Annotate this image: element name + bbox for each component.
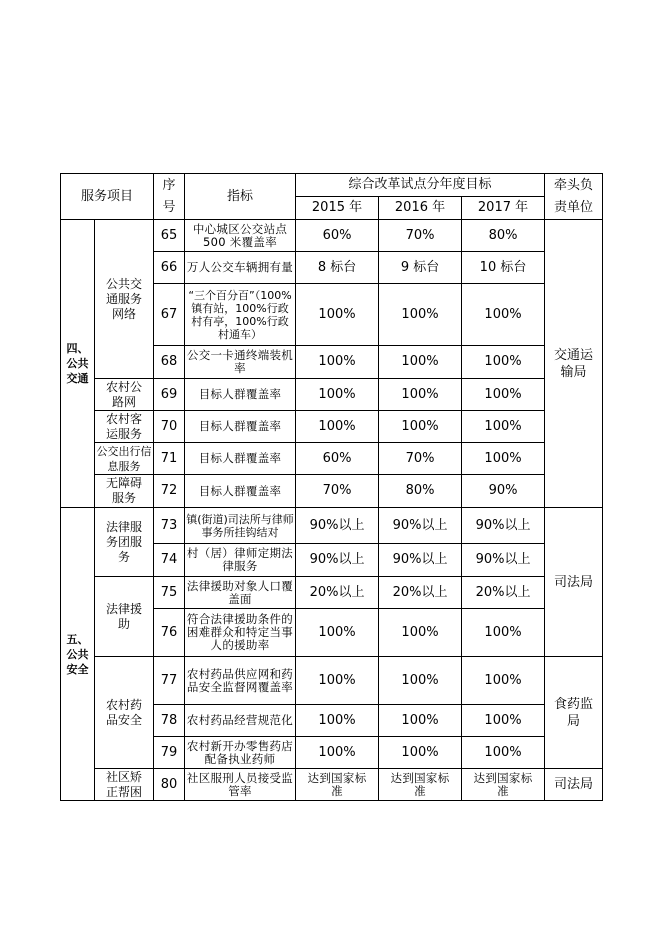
lead-unit-justice-bureau-2: 司法局 bbox=[545, 769, 603, 801]
row-indicator: “三个百分百”（100%镇有站，100%行政村有亭，100%行政村通车） bbox=[185, 284, 296, 346]
row-no: 68 bbox=[154, 346, 185, 379]
row-2016: 100% bbox=[379, 657, 462, 705]
row-2016: 9 标台 bbox=[379, 252, 462, 284]
header-year-2015: 2015 年 bbox=[296, 197, 379, 220]
subcategory-barrier-free: 无障碍服务 bbox=[95, 475, 154, 508]
row-indicator: 万人公交车辆拥有量 bbox=[185, 252, 296, 284]
row-2015: 100% bbox=[296, 737, 379, 769]
lead-unit-justice-bureau: 司法局 bbox=[545, 508, 603, 657]
row-indicator: 法律援助对象人口覆盖面 bbox=[185, 577, 296, 609]
lead-unit-transport-bureau: 交通运输局 bbox=[545, 220, 603, 508]
row-2017: 达到国家标准 bbox=[462, 769, 545, 801]
row-indicator: 目标人群覆盖率 bbox=[185, 475, 296, 508]
row-no: 72 bbox=[154, 475, 185, 508]
row-2017: 100% bbox=[462, 737, 545, 769]
row-no: 76 bbox=[154, 609, 185, 657]
row-2015: 90%以上 bbox=[296, 544, 379, 577]
row-2017: 100% bbox=[462, 346, 545, 379]
row-2016: 100% bbox=[379, 379, 462, 411]
row-2016: 达到国家标准 bbox=[379, 769, 462, 801]
row-indicator: 村（居）律师定期法律服务 bbox=[185, 544, 296, 577]
subcategory-transit-info: 公交出行信息服务 bbox=[95, 443, 154, 475]
row-2016: 90%以上 bbox=[379, 544, 462, 577]
subcategory-rural-drug: 农村药品安全 bbox=[95, 657, 154, 769]
row-indicator: 中心城区公交站点 500 米覆盖率 bbox=[185, 220, 296, 252]
row-indicator: 镇(街道)司法所与律师事务所挂钩结对 bbox=[185, 508, 296, 544]
row-indicator: 农村药品经营规范化 bbox=[185, 705, 296, 737]
row-indicator: 目标人群覆盖率 bbox=[185, 411, 296, 443]
row-2017: 90% bbox=[462, 475, 545, 508]
row-no: 74 bbox=[154, 544, 185, 577]
row-2015: 20%以上 bbox=[296, 577, 379, 609]
row-2016: 100% bbox=[379, 346, 462, 379]
row-2017: 100% bbox=[462, 411, 545, 443]
subcategory-rural-road: 农村公路网 bbox=[95, 379, 154, 411]
row-2015: 100% bbox=[296, 284, 379, 346]
row-no: 75 bbox=[154, 577, 185, 609]
subcategory-rural-passenger: 农村客运服务 bbox=[95, 411, 154, 443]
row-no: 65 bbox=[154, 220, 185, 252]
row-no: 71 bbox=[154, 443, 185, 475]
row-2016: 100% bbox=[379, 737, 462, 769]
row-2017: 100% bbox=[462, 609, 545, 657]
row-indicator: 目标人群覆盖率 bbox=[185, 443, 296, 475]
category-public-transport: 四、公共交通 bbox=[61, 220, 95, 508]
category-public-safety: 五、公共安全 bbox=[61, 508, 95, 801]
row-2017: 100% bbox=[462, 443, 545, 475]
row-indicator: 社区服刑人员接受监管率 bbox=[185, 769, 296, 801]
row-2015: 100% bbox=[296, 609, 379, 657]
row-indicator: 符合法律援助条件的困难群众和特定当事人的援助率 bbox=[185, 609, 296, 657]
row-2016: 90%以上 bbox=[379, 508, 462, 544]
row-2016: 20%以上 bbox=[379, 577, 462, 609]
row-no: 79 bbox=[154, 737, 185, 769]
row-2016: 100% bbox=[379, 411, 462, 443]
row-2017: 100% bbox=[462, 705, 545, 737]
header-year-2017: 2017 年 bbox=[462, 197, 545, 220]
row-no: 80 bbox=[154, 769, 185, 801]
row-no: 78 bbox=[154, 705, 185, 737]
subcategory-legal-group: 法律服务团服务 bbox=[95, 508, 154, 577]
row-2017: 100% bbox=[462, 284, 545, 346]
row-2017: 100% bbox=[462, 657, 545, 705]
row-indicator: 公交一卡通终端装机率 bbox=[185, 346, 296, 379]
row-2015: 70% bbox=[296, 475, 379, 508]
row-no: 73 bbox=[154, 508, 185, 544]
row-no: 66 bbox=[154, 252, 185, 284]
row-2015: 达到国家标准 bbox=[296, 769, 379, 801]
row-2015: 60% bbox=[296, 443, 379, 475]
row-2017: 10 标台 bbox=[462, 252, 545, 284]
row-2017: 80% bbox=[462, 220, 545, 252]
row-indicator: 目标人群覆盖率 bbox=[185, 379, 296, 411]
row-2016: 70% bbox=[379, 443, 462, 475]
row-2015: 90%以上 bbox=[296, 508, 379, 544]
subcategory-public-transit: 公共交通服务网络 bbox=[95, 220, 154, 379]
header-service-item: 服务项目 bbox=[61, 174, 154, 220]
header-indicator: 指标 bbox=[185, 174, 296, 220]
row-2015: 100% bbox=[296, 411, 379, 443]
header-targets: 综合改革试点分年度目标 bbox=[296, 174, 545, 197]
row-no: 67 bbox=[154, 284, 185, 346]
header-year-2016: 2016 年 bbox=[379, 197, 462, 220]
row-2015: 100% bbox=[296, 346, 379, 379]
row-2017: 20%以上 bbox=[462, 577, 545, 609]
row-2015: 8 标台 bbox=[296, 252, 379, 284]
row-2016: 70% bbox=[379, 220, 462, 252]
subcategory-legal-aid: 法律援助 bbox=[95, 577, 154, 657]
row-no: 70 bbox=[154, 411, 185, 443]
row-2016: 80% bbox=[379, 475, 462, 508]
row-indicator: 农村药品供应网和药品安全监督网覆盖率 bbox=[185, 657, 296, 705]
row-2015: 100% bbox=[296, 705, 379, 737]
row-2016: 100% bbox=[379, 609, 462, 657]
row-2015: 100% bbox=[296, 379, 379, 411]
row-2016: 100% bbox=[379, 705, 462, 737]
row-2017: 90%以上 bbox=[462, 544, 545, 577]
header-lead-unit: 牵头负责单位 bbox=[545, 174, 603, 220]
row-indicator: 农村新开办零售药店配备执业药师 bbox=[185, 737, 296, 769]
row-2017: 90%以上 bbox=[462, 508, 545, 544]
header-seq: 序号 bbox=[154, 174, 185, 220]
row-no: 77 bbox=[154, 657, 185, 705]
row-2015: 100% bbox=[296, 657, 379, 705]
targets-table bbox=[60, 173, 603, 801]
row-no: 69 bbox=[154, 379, 185, 411]
subcategory-community-correction: 社区矫正帮困 bbox=[95, 769, 154, 801]
lead-unit-fda: 食药监局 bbox=[545, 657, 603, 769]
row-2015: 60% bbox=[296, 220, 379, 252]
row-2017: 100% bbox=[462, 379, 545, 411]
row-2016: 100% bbox=[379, 284, 462, 346]
